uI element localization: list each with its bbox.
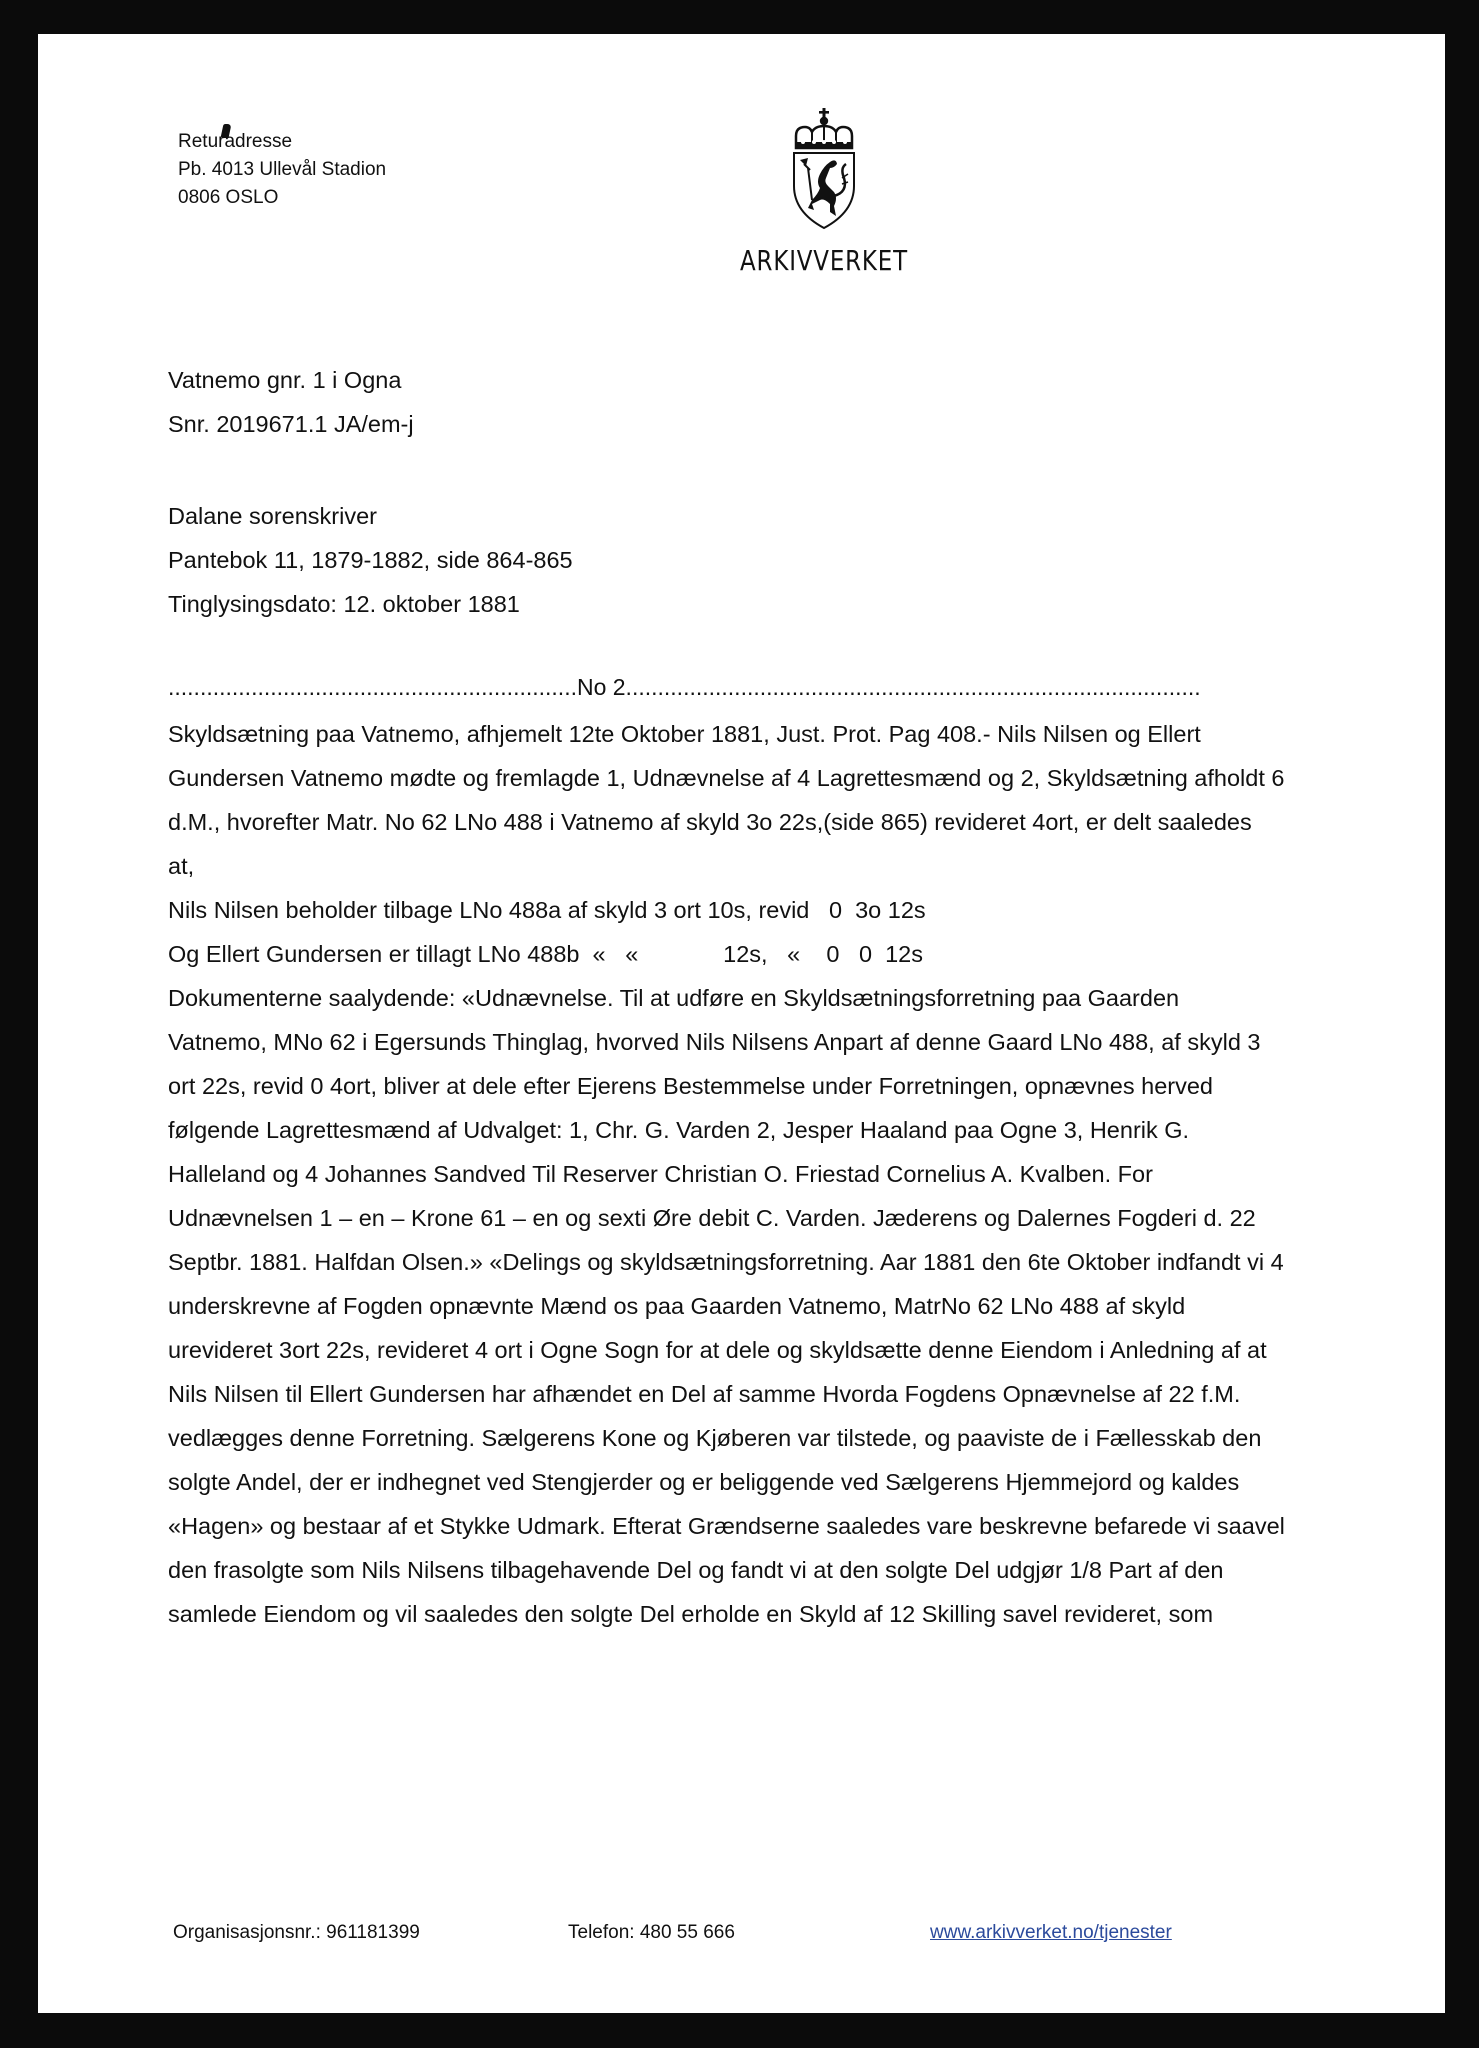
text-line: Vatnemo, MNo 62 i Egersunds Thinglag, hvorved Nils Nilsens Anpart af denne Gaard LNo 488, af skyld 3 [168,1029,1261,1055]
document-number-line: ................................................................No 2.......................................................................................... [168,674,1201,700]
text-line: Skyldsætning paa Vatnemo, afhjemelt 12te Oktober 1881, Just. Prot. Pag 408.- Nils Nilsen og Ellert [168,721,1201,747]
return-address [178,128,386,212]
footer-phone: Telefon: 480 55 666 [568,1922,735,1943]
return-address-line2: 0806 OSLO [178,187,279,208]
text-line: vedlægges denne Forretning. Sælgerens Kone og Kjøberen var tilstede, og paaviste de i Fællesskab den [168,1425,1262,1451]
registration-date: Tinglysingsdato: 12. oktober 1881 [168,591,520,617]
letter-page [38,34,1445,2013]
text-line: Nils Nilsen beholder tilbage LNo 488a af skyld 3 ort 10s, revid 0 3o 12s [168,897,926,923]
text-line: Og Ellert Gundersen er tillagt LNo 488b « « 12s, « 0 0 12s [168,941,924,967]
text-line: Septbr. 1881. Halfdan Olsen.» «Delings og skyldsætningsforretning. Aar 1881 den 6te Oktober indfandt vi 4 [168,1249,1284,1275]
return-address-line1: Pb. 4013 Ullevål Stadion [178,159,387,180]
transcription-text [168,712,1285,1636]
return-address-label: Returadresse [178,131,293,152]
norwegian-coat-of-arms-icon [790,108,858,230]
text-line: d.M., hvorefter Matr. No 62 LNo 488 i Vatnemo af skyld 3o 22s,(side 865) revideret 4ort, er delt saaledes [168,809,1252,835]
text-line: Halleland og 4 Johannes Sandved Til Reserver Christian O. Friestad Cornelius A. Kvalben. For [168,1161,1153,1187]
text-line: den frasolgte som Nils Nilsens tilbagehavende Del og fandt vi at den solgte Del udgjør 1/8 Part af den [168,1557,1224,1583]
footer-org-number: Organisasjonsnr.: 961181399 [173,1922,420,1943]
text-line: solgte Andel, der er indhegnet ved Stengjerder og er beliggende ved Sælgerens Hjemmejord og kaldes [168,1469,1240,1495]
text-line: «Hagen» og bestaar af et Stykke Udmark. Efterat Grændserne saaledes vare beskrevne befarede vi saavel [168,1513,1285,1539]
text-line: Gundersen Vatnemo mødte og fremlagde 1, Udnævnelse af 4 Lagrettesmænd og 2, Skyldsætning afholdt 6 [168,765,1285,791]
text-line: følgende Lagrettesmænd af Udvalget: 1, Chr. G. Varden 2, Jesper Haaland paa Ogne 3, Henrik G. [168,1117,1190,1143]
arkivverket-logo-text: ARKIVVERKET [740,244,908,277]
source-office: Dalane sorenskriver [168,503,377,529]
text-line: Udnævnelsen 1 – en – Krone 61 – en og sexti Øre debit C. Varden. Jæderens og Dalernes Fogderi d. 22 [168,1205,1256,1231]
source-block [168,494,573,626]
source-book: Pantebok 11, 1879-1882, side 864-865 [168,547,573,573]
case-number: Snr. 2019671.1 JA/em-j [168,411,414,437]
property-reference: Vatnemo gnr. 1 i Ogna [168,367,402,393]
text-line: urevideret 3ort 22s, revideret 4 ort i Ogne Sogn for at dele og skyldsætte denne Eiendom i Anledning af at [168,1337,1267,1363]
text-line: Dokumenterne saalydende: «Udnævnelse. Til at udføre en Skyldsætningsforretning paa Gaarden [168,985,1180,1011]
text-line: ort 22s, revid 0 4ort, bliver at dele efter Ejerens Bestemmelse under Forretningen, opnævnes herved [168,1073,1213,1099]
text-line: at, [168,853,195,879]
text-line: samlede Eiendom og vil saaledes den solgte Del erholde en Skyld af 12 Skilling savel revideret, som [168,1601,1214,1627]
footer-services-link[interactable]: www.arkivverket.no/tjenester [930,1922,1172,1943]
text-line: underskrevne af Fogden opnævnte Mænd os paa Gaarden Vatnemo, MatrNo 62 LNo 488 af skyld [168,1293,1186,1319]
text-line: Nils Nilsen til Ellert Gundersen har afhændet en Del af samme Hvorda Fogdens Opnævnelse af 22 f.M. [168,1381,1241,1407]
reference-block [168,358,414,446]
